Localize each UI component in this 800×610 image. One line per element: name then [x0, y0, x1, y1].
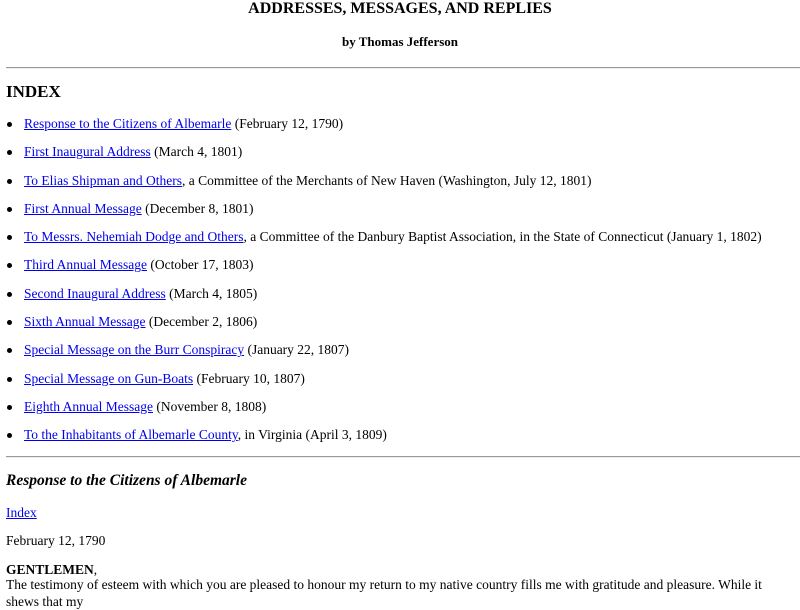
author-byline: by Thomas Jefferson [341, 34, 459, 49]
bullet-icon [7, 348, 12, 353]
index-backlink[interactable]: Index [6, 505, 37, 520]
list-item [0, 426, 800, 454]
list-item [0, 341, 800, 369]
bullet-icon [7, 292, 12, 297]
index-list [0, 115, 800, 455]
list-item [0, 398, 800, 426]
list-item [0, 172, 800, 200]
bullet-icon [7, 377, 12, 382]
list-item-detail: (February 10, 1807) [193, 370, 305, 386]
bullet-icon [7, 235, 12, 240]
index-link-sixth-annual[interactable]: Sixth Annual Message [24, 314, 146, 330]
section-date: February 12, 1790 [6, 533, 106, 548]
index-link-eighth-annual[interactable]: Eighth Annual Message [24, 398, 153, 414]
bullet-icon [7, 207, 12, 212]
index-backlink-container [6, 504, 37, 522]
list-item [0, 313, 800, 341]
list-item [0, 285, 800, 313]
list-item [0, 200, 800, 228]
index-link-albemarle-response[interactable]: Response to the Citizens of Albemarle [24, 116, 232, 131]
bullet-icon [7, 405, 12, 410]
list-item-detail: (February 12, 1790) [231, 116, 344, 131]
index-link-albemarle-inhabitants[interactable]: To the Inhabitants of Albemarle County [24, 427, 238, 443]
divider [6, 456, 800, 458]
page-title: ADDRESSES, MESSAGES, AND REPLIES [248, 0, 552, 17]
bullet-icon [7, 263, 12, 268]
list-item [0, 228, 800, 256]
bullet-icon [7, 150, 12, 155]
index-link-first-inaugural[interactable]: First Inaugural Address [24, 144, 151, 160]
bullet-icon [7, 179, 12, 184]
list-item [0, 256, 800, 284]
index-link-elias-shipman[interactable]: To Elias Shipman and Others [24, 172, 183, 188]
list-item [0, 370, 800, 398]
body-paragraph: The testimony of esteem with which you are pleased to honour my return to my native country fills me with gratitude and pleasure. While it shews that my [6, 577, 762, 609]
index-heading: INDEX [6, 82, 61, 101]
salutation-punctuation: , [93, 562, 98, 577]
list-item-detail: (March 4, 1801) [150, 144, 243, 160]
index-link-second-inaugural[interactable]: Second Inaugural Address [24, 285, 166, 301]
bullet-icon [7, 433, 12, 438]
list-item-detail: , a Committee of the Merchants of New Haven (Washington, July 12, 1801) [182, 172, 592, 188]
salutation-text: GENTLEMEN [6, 562, 94, 577]
list-item-detail: (January 22, 1807) [244, 342, 350, 358]
index-link-third-annual[interactable]: Third Annual Message [24, 257, 147, 273]
index-link-burr-conspiracy[interactable]: Special Message on the Burr Conspiracy [24, 342, 245, 358]
list-item-detail: (December 2, 1806) [145, 314, 258, 330]
index-link-gun-boats[interactable]: Special Message on Gun-Boats [24, 370, 194, 386]
divider [6, 67, 800, 69]
list-item-detail: (March 4, 1805) [165, 285, 258, 301]
list-item-detail: , in Virginia (April 3, 1809) [237, 427, 387, 443]
list-item-detail: (December 8, 1801) [141, 200, 254, 216]
bullet-icon [7, 122, 12, 127]
index-link-first-annual[interactable]: First Annual Message [24, 200, 142, 216]
bullet-icon [7, 320, 12, 325]
section-heading: Response to the Citizens of Albemarle [6, 472, 247, 489]
list-item-detail: (November 8, 1808) [152, 398, 267, 414]
list-item-detail: (October 17, 1803) [146, 257, 254, 273]
list-item [0, 143, 800, 171]
list-item [0, 115, 800, 143]
index-link-nehemiah-dodge[interactable]: To Messrs. Nehemiah Dodge and Others [24, 229, 244, 245]
list-item-detail: , a Committee of the Danbury Baptist Association, in the State of Connecticut (January 1, 1802) [243, 229, 762, 245]
